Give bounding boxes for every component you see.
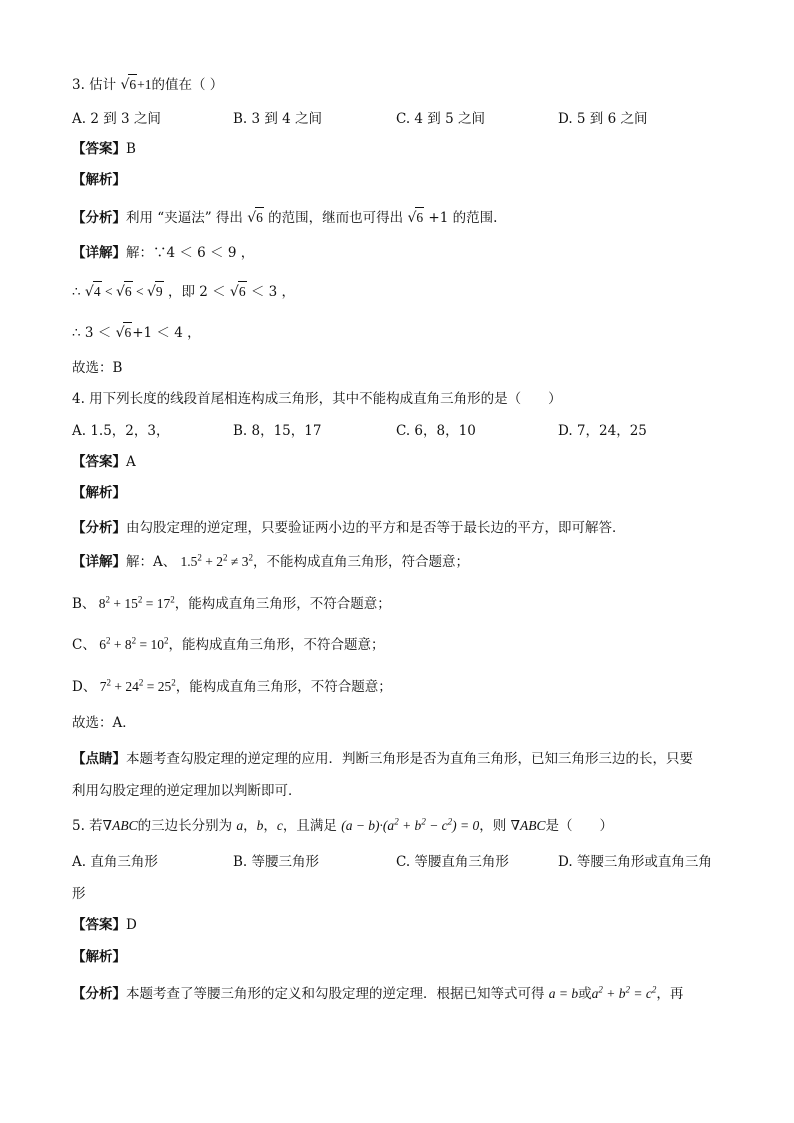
q3-xiangjie: 【详解】解：∵4 ＜ 6 ＜ 9 ，: [72, 245, 255, 261]
q3-option-a: A. 2 到 3 之间: [72, 111, 161, 127]
q4-xiangjie: 【详解】解：A、 $1.5^2 + 2^2 \ne 3^2$，不能构成直角三角形，符合题意；: [72, 552, 469, 570]
q3-jiexi-heading: 【解析】: [72, 172, 126, 188]
q4-case-d: D、 $7^2 + 24^2 = 25^2$，能构成直角三角形，不符合题意；: [72, 677, 392, 695]
q5-option-c: C. 等腰直角三角形: [396, 854, 509, 870]
q3-step-1: ∴ √4 < √6 < √9 ，即 2 ＜ √6 ＜ 3 ，: [72, 281, 295, 302]
q5-option-d: D. 等腰三角形或直角三角: [558, 854, 712, 870]
q3-stem: 3. 估计 √6+1的值在（ ）: [72, 74, 223, 95]
q3-option-d: D. 5 到 6 之间: [558, 111, 648, 127]
q4-option-a: A. 1.5，2，3，: [72, 423, 170, 439]
q4-case-c: C、 $6^2 + 8^2 = 10^2$，能构成直角三角形，不符合题意；: [72, 635, 385, 653]
q5-fenxi: 【分析】本题考查了等腰三角形的定义和勾股定理的逆定理．根据已知等式可得 a = b或$a^2 + b^2 = c^2$，再: [72, 984, 684, 1002]
q3-option-c: C. 4 到 5 之间: [396, 111, 485, 127]
q5-option-d-wrap: 形: [72, 886, 86, 902]
q4-case-b: B、 $8^2 + 15^2 = 17^2$，能构成直角三角形，不符合题意；: [72, 594, 391, 612]
q4-fenxi: 【分析】由勾股定理的逆定理，只要验证两小边的平方和是否等于最长边的平方，即可解答．: [72, 520, 626, 536]
q5-answer: 【答案】D: [72, 917, 137, 933]
q5-jiexi-heading: 【解析】: [72, 949, 126, 965]
q4-answer: 【答案】A: [72, 454, 136, 470]
q5-stem: 5. 若∇ABC的三边长分别为 a，b，c，且满足 $(a - b)\cdot(a^2 + b^2 - c^2) = 0$，则 ∇ABC是（ ）: [72, 816, 614, 834]
sqrt-6-plus-1: √6+1: [120, 77, 151, 92]
q4-option-d: D. 7，24，25: [558, 423, 647, 439]
q4-stem: 4. 用下列长度的线段首尾相连构成三角形，其中不能构成直角三角形的是（ ）: [72, 391, 562, 407]
q3-fenxi: 【分析】利用 “夹逼法” 得出 √6 的范围，继而也可得出 √6 +1 的范围.: [72, 207, 497, 228]
q3-step-2: ∴ 3 ＜ √6+1 ＜ 4 ，: [72, 322, 201, 343]
q3-answer: 【答案】B: [72, 141, 136, 157]
q3-conclusion: 故选：B: [72, 360, 123, 376]
q4-option-c: C. 6，8，10: [396, 423, 476, 439]
q4-option-b: B. 8，15，17: [233, 423, 322, 439]
q4-dianjing: 【点睛】本题考查勾股定理的逆定理的应用．判断三角形是否为直角三角形，已知三角形三边的长，只要: [72, 751, 693, 767]
q4-jiexi-heading: 【解析】: [72, 485, 126, 501]
q4-dianjing-cont: 利用勾股定理的逆定理加以判断即可．: [72, 783, 302, 799]
q5-option-a: A. 直角三角形: [72, 854, 158, 870]
q4-conclusion: 故选：A．: [72, 715, 136, 731]
q5-option-b: B. 等腰三角形: [233, 854, 320, 870]
q3-option-b: B. 3 到 4 之间: [233, 111, 323, 127]
